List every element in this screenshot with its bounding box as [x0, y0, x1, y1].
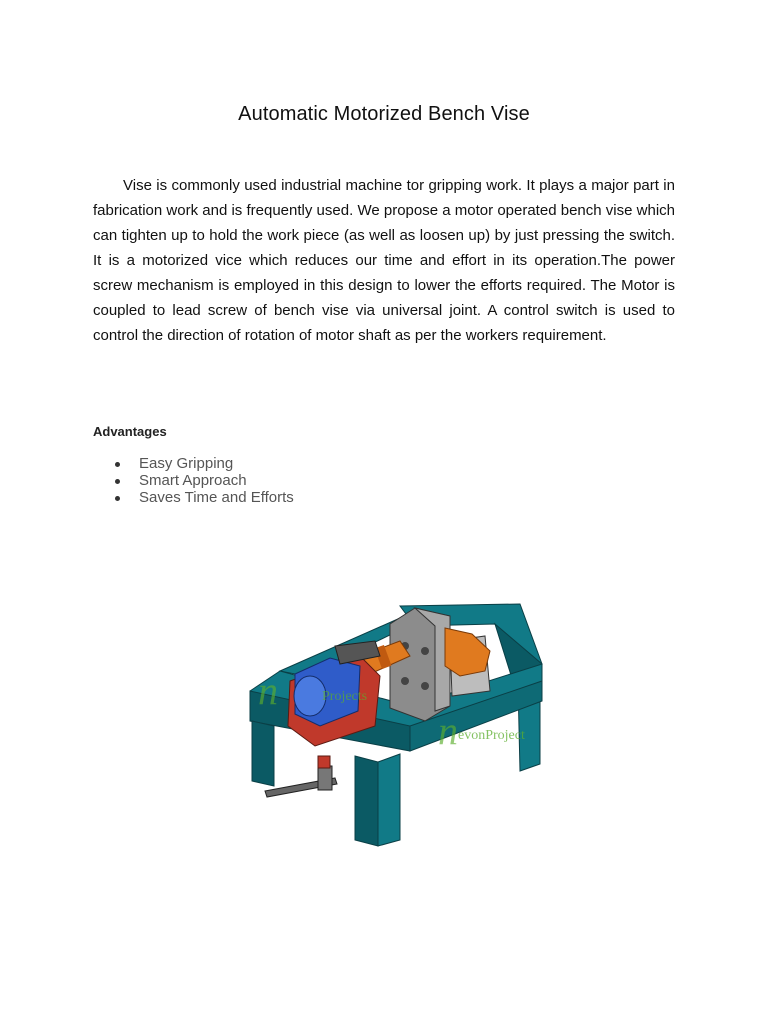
motor-bracket — [445, 628, 490, 676]
intro-paragraph: Vise is commonly used industrial machine tor gripping work. It plays a major part in fabrication work and is frequently used. We propose a motor operated bench vise which can tighten up to hold the work piece (as well as loosen up) by just pressing the switch. It is a motorized vice which reduces our time and effort in its operation.The power screw mechanism is employed in this design to lower the efforts required. The Motor is coupled to lead screw of bench vise via universal joint. A control switch is used to control the direction of rotation of motor shaft as per the workers requirement. — [93, 177, 675, 344]
list-item-label: Smart Approach — [139, 472, 247, 489]
bullet-icon — [115, 462, 120, 467]
list-item — [93, 472, 294, 489]
vise-screw-nut — [318, 756, 330, 768]
watermark-logo-n: n — [258, 668, 278, 713]
watermark-text-2: evonProject — [458, 728, 525, 743]
table-leg-front-center-side — [378, 754, 400, 846]
watermark-logo-n-2: n — [438, 708, 458, 753]
list-item — [93, 455, 294, 472]
bolt-icon — [421, 682, 429, 690]
list-item-label: Easy Gripping — [139, 455, 234, 472]
table-leg-front-center — [355, 756, 378, 846]
advantages-list — [93, 455, 294, 506]
bolt-icon — [401, 677, 409, 685]
page-title: Automatic Motorized Bench Vise — [238, 103, 530, 125]
vise-handle-hub — [318, 766, 332, 790]
list-item — [93, 489, 294, 506]
bullet-icon — [115, 496, 120, 501]
bench-vise-illustration — [240, 596, 570, 852]
list-item-label: Saves Time and Efforts — [139, 489, 294, 506]
watermark-text-1: Projects — [322, 689, 368, 704]
advantages-heading: Advantages — [93, 424, 167, 439]
table-leg-front-left — [252, 721, 274, 786]
bullet-icon — [115, 479, 120, 484]
bolt-icon — [421, 647, 429, 655]
